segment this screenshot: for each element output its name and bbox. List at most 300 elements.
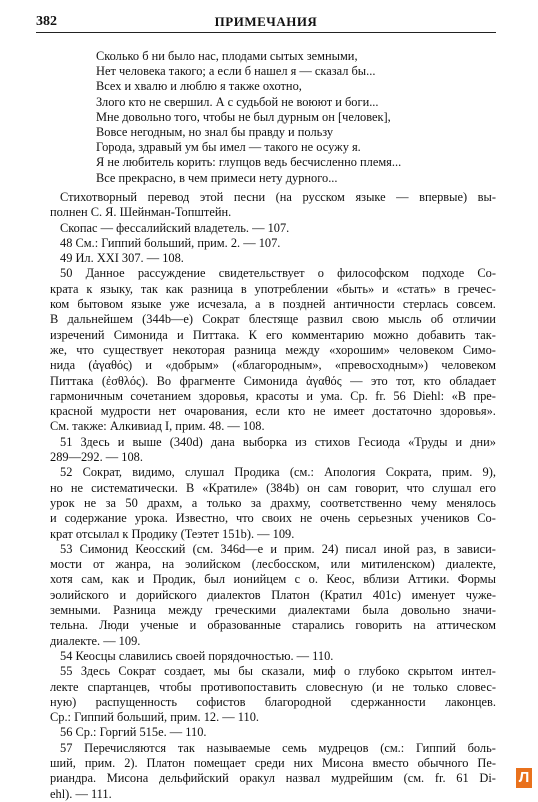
word: систематически. bbox=[91, 480, 178, 495]
word: кто bbox=[423, 373, 441, 388]
word: здоровья». bbox=[439, 404, 496, 419]
word: драхму, bbox=[270, 495, 311, 510]
word: Питтака bbox=[50, 373, 94, 388]
word: за bbox=[105, 495, 116, 510]
word: а bbox=[255, 297, 261, 312]
word: крата bbox=[50, 281, 79, 296]
word: 9), bbox=[482, 465, 496, 480]
word: Данное bbox=[85, 266, 125, 281]
word: греческими bbox=[214, 603, 277, 618]
word: стерлась bbox=[402, 297, 449, 312]
word: отличии bbox=[452, 312, 496, 327]
word: содержание bbox=[64, 511, 127, 526]
word: Со- bbox=[477, 266, 496, 281]
poem-line: Вовсе негодным, но знал бы правду и пользу bbox=[96, 124, 334, 139]
word: мысль bbox=[387, 312, 422, 327]
word: этой bbox=[199, 190, 224, 204]
word: что bbox=[236, 511, 254, 526]
poem-line: Мне довольно того, чтобы не был дурным он [человек], bbox=[96, 109, 391, 124]
word: оракул bbox=[239, 771, 275, 786]
word: только bbox=[206, 495, 242, 510]
word: свидетельствует bbox=[218, 266, 305, 281]
word: fr. bbox=[375, 388, 386, 403]
word: «Труды bbox=[408, 434, 448, 449]
word: значи- bbox=[462, 603, 496, 618]
word: (384b) bbox=[266, 480, 300, 495]
word: и bbox=[189, 618, 197, 633]
word: (340d) bbox=[169, 434, 203, 449]
word: и bbox=[306, 388, 313, 403]
poem-line: Всех и хвалю и люблю я также охотно, bbox=[96, 79, 302, 94]
word: 50 bbox=[60, 266, 73, 281]
word: словес- bbox=[456, 679, 496, 694]
word: менялось bbox=[446, 495, 496, 510]
word: сочетанием bbox=[130, 388, 192, 403]
word: скрытом bbox=[407, 664, 453, 679]
word: 2). bbox=[124, 755, 138, 770]
word: (и bbox=[371, 679, 383, 694]
word: впервые) bbox=[419, 190, 468, 204]
word: прим. bbox=[284, 541, 315, 556]
word: учеников bbox=[420, 511, 470, 526]
word: на bbox=[413, 618, 426, 633]
word: исчезала, bbox=[197, 297, 247, 312]
word: тельна. bbox=[50, 618, 88, 633]
word: не bbox=[391, 679, 404, 694]
word: на bbox=[161, 557, 175, 572]
word: фрагменте bbox=[179, 373, 236, 388]
word: Платон bbox=[146, 755, 185, 770]
word: 56 bbox=[393, 388, 406, 403]
text-line bbox=[50, 756, 496, 771]
word: выборка bbox=[242, 434, 288, 449]
word: (на bbox=[275, 190, 292, 204]
poem-line: Города, здравый ум бы имел — такого не осужу я. bbox=[96, 140, 361, 155]
text-line bbox=[50, 680, 496, 695]
word: к bbox=[86, 281, 93, 296]
word: старались bbox=[291, 618, 345, 633]
text-line bbox=[50, 343, 496, 358]
word: пре- bbox=[473, 388, 496, 403]
word: комментарию bbox=[291, 327, 365, 342]
word: и bbox=[455, 434, 463, 449]
word: иной bbox=[383, 541, 410, 556]
word: очарования, bbox=[184, 404, 248, 419]
word: мы bbox=[213, 664, 230, 679]
text-line bbox=[50, 527, 496, 542]
word: как bbox=[111, 572, 130, 587]
word: 346d—e bbox=[220, 541, 264, 556]
text-line bbox=[50, 358, 496, 373]
word: урок bbox=[50, 495, 75, 510]
word: хотя bbox=[50, 572, 73, 587]
word: разница bbox=[234, 342, 277, 357]
word: и bbox=[119, 587, 127, 602]
word: К bbox=[248, 327, 257, 342]
word: Стихотворный bbox=[60, 190, 138, 204]
word: обладает bbox=[449, 373, 496, 388]
word: дельфийский bbox=[158, 771, 229, 786]
word: чтобы bbox=[159, 679, 192, 694]
word: в bbox=[268, 297, 275, 312]
text-line bbox=[50, 374, 496, 389]
word: языку, bbox=[100, 281, 134, 296]
word: сам, bbox=[81, 572, 104, 587]
word: Платон bbox=[271, 587, 310, 602]
word: Diehl: bbox=[413, 388, 445, 403]
word: очень bbox=[320, 511, 351, 526]
word: раз, bbox=[416, 541, 437, 556]
word: эолийском bbox=[185, 557, 241, 572]
word: называемые bbox=[206, 740, 271, 755]
word: разница bbox=[191, 281, 233, 296]
word: мудрецов bbox=[318, 740, 369, 755]
word: (см. bbox=[403, 771, 425, 786]
word: Di- bbox=[479, 771, 496, 786]
word: дорийского bbox=[136, 587, 197, 602]
word: гармоничным bbox=[50, 388, 123, 403]
word: же, bbox=[50, 342, 67, 357]
word: (ἐσθλός). bbox=[101, 373, 149, 388]
word: семь bbox=[282, 740, 307, 755]
text-line bbox=[50, 634, 496, 649]
word: совсем. bbox=[456, 297, 496, 312]
word: — bbox=[350, 373, 363, 388]
text-line bbox=[50, 450, 496, 465]
word: из bbox=[295, 434, 307, 449]
word: «стать» bbox=[396, 281, 437, 296]
word: так bbox=[177, 740, 195, 755]
word: ную) bbox=[50, 694, 77, 709]
word: слушал bbox=[432, 480, 472, 495]
word: сам bbox=[328, 480, 348, 495]
text-line bbox=[50, 389, 496, 404]
word: и bbox=[50, 511, 57, 526]
word: интел- bbox=[461, 664, 496, 679]
text-line bbox=[50, 664, 496, 679]
word: существует bbox=[103, 342, 164, 357]
line-text: Ср.: Гиппий больший, прим. 12. — 110. bbox=[50, 710, 260, 725]
word: 401c) bbox=[372, 587, 401, 602]
word: создает, bbox=[164, 664, 206, 679]
word: В bbox=[185, 480, 195, 495]
word: В bbox=[50, 312, 59, 327]
word: мости bbox=[50, 557, 82, 572]
text-line bbox=[50, 771, 496, 786]
word: (лесбосском, bbox=[251, 557, 320, 572]
poem-line: Злого кто не свершил. А с судьбой не воюют и боги... bbox=[96, 94, 379, 109]
text-line bbox=[50, 190, 496, 205]
text-line bbox=[50, 603, 496, 618]
word: среди bbox=[254, 755, 285, 770]
word: вблизи bbox=[363, 572, 400, 587]
word: рассуждение bbox=[137, 266, 206, 281]
text-line bbox=[50, 404, 496, 419]
word: в bbox=[444, 281, 450, 296]
word: 55 bbox=[60, 664, 73, 679]
poem-block bbox=[96, 49, 496, 186]
word: них bbox=[293, 755, 314, 770]
word: диалектами bbox=[288, 603, 351, 618]
word: античности bbox=[333, 297, 395, 312]
word: что bbox=[76, 342, 94, 357]
word: риандра. bbox=[50, 771, 97, 786]
word: свою bbox=[352, 312, 379, 327]
word: тот, bbox=[396, 373, 416, 388]
word: ший, bbox=[50, 755, 76, 770]
word: (см. bbox=[192, 541, 214, 556]
line-text: Скопас — фессалийский владетель. — 107. bbox=[60, 220, 290, 235]
text-line bbox=[50, 297, 496, 312]
word: Симонида bbox=[113, 327, 168, 342]
word: кто bbox=[287, 404, 306, 419]
word: имеет bbox=[333, 404, 365, 419]
text-line bbox=[50, 205, 496, 220]
word: поздней bbox=[282, 297, 326, 312]
word: нида bbox=[50, 358, 76, 373]
text-line bbox=[50, 542, 496, 557]
word: Известно, bbox=[175, 511, 229, 526]
word: не bbox=[70, 480, 84, 495]
text-line bbox=[50, 496, 496, 511]
word: «добрым» bbox=[165, 358, 219, 373]
word: вы- bbox=[477, 190, 496, 204]
word: подходе bbox=[422, 266, 465, 281]
notes-text bbox=[50, 190, 496, 802]
text-line bbox=[50, 419, 496, 434]
word: Симонид bbox=[79, 541, 129, 556]
text-line bbox=[50, 221, 496, 236]
word: fr. bbox=[434, 771, 446, 786]
word: писал bbox=[345, 541, 377, 556]
word: блестяще bbox=[248, 312, 299, 327]
word: о bbox=[317, 266, 324, 281]
word: это bbox=[370, 373, 388, 388]
word: Аттики. bbox=[407, 572, 450, 587]
word: Гиппий bbox=[415, 740, 456, 755]
word: (ἀγαθός) bbox=[88, 358, 133, 373]
word: Сократ, bbox=[82, 465, 123, 480]
text-line bbox=[50, 465, 496, 480]
word: соответственно bbox=[320, 495, 402, 510]
word: выше bbox=[132, 434, 162, 449]
word: между bbox=[285, 342, 320, 357]
word: об bbox=[430, 312, 444, 327]
word: Мисона bbox=[322, 755, 364, 770]
word: Гесиода bbox=[358, 434, 400, 449]
word: благородной bbox=[264, 694, 332, 709]
word: нет bbox=[158, 404, 177, 419]
word: серьезных bbox=[358, 511, 413, 526]
word: 53 bbox=[60, 541, 73, 556]
word: «В bbox=[451, 388, 467, 403]
word: только bbox=[413, 679, 448, 694]
text-line bbox=[50, 588, 496, 603]
word: 57 bbox=[60, 740, 73, 755]
poem-line: Сколько б ни было нас, плодами сытых земными, bbox=[96, 49, 358, 63]
line-text: диалекте. — 109. bbox=[50, 633, 141, 648]
word: вместо bbox=[372, 755, 409, 770]
word: и bbox=[117, 434, 125, 449]
text-line bbox=[50, 572, 496, 587]
word: говорит, bbox=[355, 480, 399, 495]
word: Сократа, bbox=[385, 465, 432, 480]
word: человеком bbox=[399, 342, 454, 357]
word: довольно bbox=[401, 603, 451, 618]
word: был bbox=[204, 572, 226, 587]
word: некоторая bbox=[172, 342, 225, 357]
word: была bbox=[362, 603, 389, 618]
word: русском bbox=[302, 190, 345, 204]
word: лаконцев. bbox=[444, 694, 496, 709]
word: о. bbox=[308, 572, 318, 587]
word: (Кратил bbox=[320, 587, 363, 602]
word: Со- bbox=[477, 511, 496, 526]
line-text: 49 Ил. XXI 307. — 108. bbox=[60, 251, 184, 266]
word: а bbox=[191, 495, 198, 510]
word: 24) bbox=[321, 541, 339, 556]
running-title: ПРИМЕЧАНИЯ bbox=[214, 14, 318, 29]
word: противопоставить bbox=[200, 679, 297, 694]
word: его bbox=[479, 480, 496, 495]
word: дальнейшем bbox=[67, 312, 133, 327]
text-line bbox=[50, 282, 496, 297]
word: но bbox=[50, 480, 63, 495]
word: бы bbox=[238, 664, 254, 679]
word: софистов bbox=[196, 694, 246, 709]
word: боль- bbox=[467, 740, 496, 755]
text-line bbox=[50, 725, 496, 740]
word: Разница bbox=[113, 603, 156, 618]
word: Мисона bbox=[106, 771, 149, 786]
word: (см.: bbox=[289, 465, 314, 480]
word: гречес- bbox=[457, 281, 496, 296]
word: и bbox=[145, 358, 153, 373]
word: эолийского bbox=[50, 587, 109, 602]
word: «превосходным») bbox=[334, 358, 429, 373]
word: с bbox=[294, 572, 301, 587]
text-line bbox=[50, 236, 496, 251]
word: сказали, bbox=[261, 664, 305, 679]
word: ἀγαθός bbox=[306, 373, 342, 388]
word: развил bbox=[307, 312, 343, 327]
word: — bbox=[396, 190, 409, 204]
word: и bbox=[270, 541, 277, 556]
word: видимо, bbox=[132, 465, 175, 480]
word: ума. bbox=[320, 388, 343, 403]
text-line bbox=[50, 312, 496, 327]
word: человеком bbox=[441, 358, 496, 373]
word: дни» bbox=[470, 434, 496, 449]
word: жанра, bbox=[115, 557, 151, 572]
word: бытовом bbox=[77, 297, 124, 312]
word: словесную bbox=[305, 679, 363, 694]
page-number: 382 bbox=[36, 14, 57, 29]
line-text: 54 Кеосцы славились своей порядочностью. — 110. bbox=[60, 648, 334, 663]
word: ионийцем bbox=[233, 572, 287, 587]
word: или bbox=[330, 557, 351, 572]
word: изречений bbox=[50, 327, 105, 342]
word: распущенность bbox=[95, 694, 177, 709]
word: спартанцев, bbox=[87, 679, 151, 694]
text-line bbox=[50, 481, 496, 496]
word: Апология bbox=[324, 465, 376, 480]
word: образованные bbox=[207, 618, 281, 633]
word: зависи- bbox=[456, 541, 496, 556]
word: так- bbox=[474, 327, 496, 342]
word: и bbox=[382, 281, 389, 296]
word: 52 bbox=[60, 465, 73, 480]
word: и bbox=[176, 327, 184, 342]
word: именует bbox=[411, 587, 456, 602]
word: не bbox=[313, 404, 326, 419]
publisher-logo-icon: Л bbox=[516, 768, 532, 788]
word: мудрейшим bbox=[330, 771, 393, 786]
line-text: 56 Ср.: Горгий 515e. — 110. bbox=[60, 725, 207, 740]
word: что bbox=[406, 480, 425, 495]
word: дана bbox=[210, 434, 235, 449]
word: Симонида bbox=[243, 373, 298, 388]
word: чему bbox=[411, 495, 438, 510]
word: песни bbox=[233, 190, 266, 204]
word: ученые bbox=[140, 618, 179, 633]
word: можно bbox=[373, 327, 409, 342]
word: достаточно bbox=[372, 404, 432, 419]
word: так bbox=[140, 281, 158, 296]
word: Продик, bbox=[152, 572, 196, 587]
word: Симо- bbox=[462, 342, 496, 357]
poem-line: Нет человека такого; а если б нашел я — сказал бы... bbox=[96, 64, 376, 79]
word: миф bbox=[313, 664, 336, 679]
word: не bbox=[300, 511, 313, 526]
text-line bbox=[50, 251, 496, 266]
word: здоровья, bbox=[198, 388, 249, 403]
text-line bbox=[50, 328, 496, 343]
word: Ср. bbox=[350, 388, 368, 403]
poem-line: Я не любитель корить: глупцов ведь бесчисленно племя... bbox=[96, 155, 402, 170]
word: чуже- bbox=[465, 587, 496, 602]
word: как bbox=[165, 281, 184, 296]
word: красоты bbox=[255, 388, 299, 403]
word: в bbox=[240, 281, 247, 296]
word: (см.: bbox=[380, 740, 405, 755]
word: красной bbox=[50, 404, 93, 419]
word: глубоко bbox=[358, 664, 400, 679]
word: диалекте, bbox=[445, 557, 496, 572]
word: земными. bbox=[50, 603, 101, 618]
word: о bbox=[344, 664, 351, 679]
word: прим. bbox=[84, 755, 116, 770]
word: прим. bbox=[441, 465, 473, 480]
word: Формы bbox=[457, 572, 496, 587]
word: говорить bbox=[355, 618, 403, 633]
line-text: крат отсылал к Продику (Теэтет 151b). — 109. bbox=[50, 526, 295, 541]
word: (344b—e) bbox=[142, 312, 194, 327]
line-text: 289—292. — 108. bbox=[50, 450, 143, 465]
text-line bbox=[50, 266, 496, 281]
word: слушал bbox=[185, 465, 225, 480]
word: Люди bbox=[99, 618, 130, 633]
word: Перечисляются bbox=[84, 740, 167, 755]
word: между bbox=[168, 603, 203, 618]
word: Продика bbox=[234, 465, 280, 480]
word: обычного bbox=[417, 755, 469, 770]
text-line bbox=[50, 435, 496, 450]
word: если bbox=[255, 404, 280, 419]
word: употреблении bbox=[254, 281, 329, 296]
text-line bbox=[50, 511, 496, 526]
word: помещает bbox=[193, 755, 246, 770]
